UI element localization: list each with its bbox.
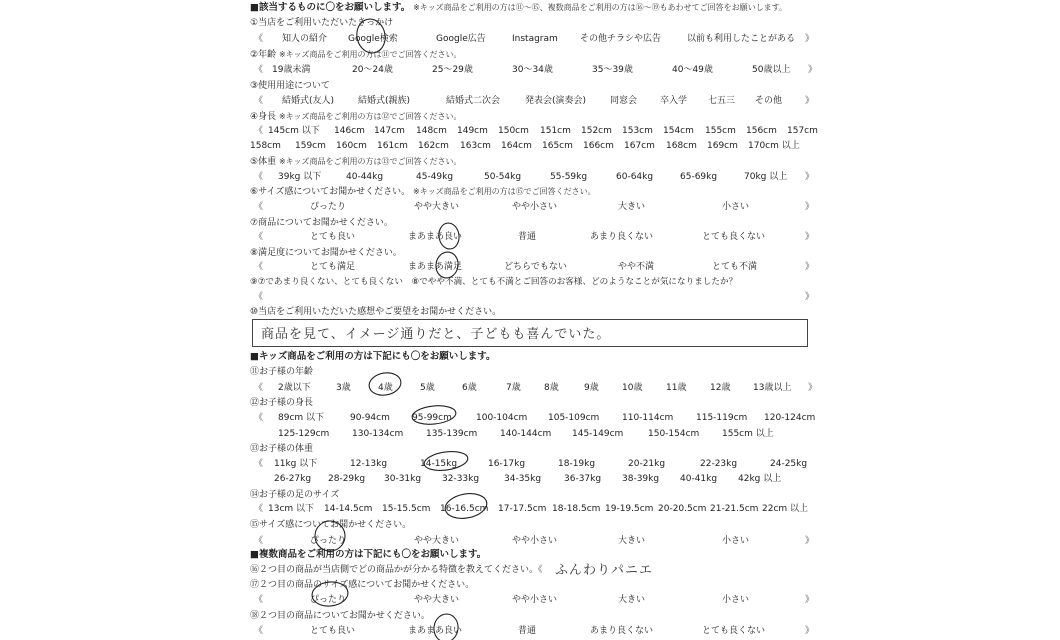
q5-option[interactable]: 55-59kg — [550, 172, 588, 182]
q3-option[interactable]: 結婚式(友人) — [282, 96, 335, 106]
q13-option[interactable]: 42kg 以上 — [738, 474, 782, 484]
q4-option[interactable]: 156cm — [746, 126, 777, 136]
q11-option[interactable]: 11歳 — [666, 383, 687, 393]
q5-label — [250, 156, 462, 168]
q3-option[interactable]: 七五三 — [708, 96, 736, 106]
bracket-open: 《 — [254, 595, 264, 605]
q6-option[interactable]: やや小さい — [512, 202, 558, 212]
q12-option[interactable]: 155cm 以上 — [722, 429, 774, 439]
q7-option[interactable]: まあまあ良い — [408, 232, 463, 242]
q5-option[interactable]: 39kg 以下 — [278, 172, 322, 182]
q17-option[interactable]: 小さい — [722, 595, 750, 605]
q4-option[interactable]: 170cm 以上 — [748, 141, 800, 151]
q18-option[interactable]: とても良くない — [702, 626, 766, 636]
q4-option[interactable]: 164cm — [501, 141, 532, 151]
q16-handwritten-answer: ふんわりパニエ — [555, 563, 654, 578]
q6-label — [250, 186, 596, 198]
q4-option[interactable]: 158cm — [250, 141, 281, 151]
q12-option[interactable]: 150-154cm — [648, 429, 700, 439]
bracket-close: 》 — [805, 292, 815, 302]
q4-option[interactable]: 166cm — [583, 141, 614, 151]
q2-title: ②年齢 — [250, 50, 277, 60]
bracket-open: 《 — [254, 232, 264, 242]
q13-option[interactable]: 38-39kg — [622, 474, 660, 484]
q5-title: ⑤体重 — [250, 157, 277, 167]
q6-title: ⑥サイズ感についてお聞かせください。 — [250, 187, 411, 197]
q16-label: ⑯２つ目の商品が当店側でどの商品かが分かる特徴を教えてください。《 — [250, 565, 543, 575]
q12-option[interactable]: 90-94cm — [350, 413, 390, 423]
q12-option[interactable]: 135-139cm — [426, 429, 478, 439]
q2-option[interactable]: 20～24歳 — [352, 65, 393, 75]
q13-option[interactable]: 20-21kg — [628, 459, 666, 469]
q4-option[interactable]: 150cm — [498, 126, 529, 136]
q3-option[interactable]: 発表会(演奏会) — [525, 96, 587, 106]
bracket-close: 》 — [805, 202, 815, 212]
q4-option[interactable]: 157cm — [787, 126, 818, 136]
bracket-close: 》 — [805, 232, 815, 242]
q15-option[interactable]: 小さい — [722, 536, 750, 546]
q8-option[interactable]: まあまあ満足 — [408, 262, 463, 272]
survey-form — [250, 0, 820, 640]
section-title-kids: ■キッズ商品をご利用の方は下記にも〇をお願いします。 — [250, 351, 496, 362]
q4-option[interactable]: 147cm — [374, 126, 405, 136]
section-title: ■該当するものに〇をお願いします。 — [250, 2, 411, 13]
section-title-multi: ■複数商品をご利用の方は下記にも〇をお願いします。 — [250, 549, 487, 560]
q4-option[interactable]: 153cm — [622, 126, 653, 136]
q4-option[interactable]: 167cm — [624, 141, 655, 151]
q2-option[interactable]: 19歳未満 — [272, 65, 311, 75]
q17-option[interactable]: ぴったり — [310, 595, 347, 605]
bracket-open: 《 — [254, 96, 264, 106]
q12-option[interactable]: 95-99cm — [412, 413, 452, 423]
bracket-close: 》 — [808, 65, 818, 75]
q12-label: ⑫お子様の身長 — [250, 398, 314, 408]
bracket-open: 《 — [254, 413, 264, 423]
q12-option[interactable]: 130-134cm — [352, 429, 404, 439]
bracket-open: 《 — [254, 126, 264, 136]
q14-option[interactable]: 21-21.5cm — [710, 504, 759, 514]
q11-option[interactable]: 9歳 — [584, 383, 599, 393]
q14-label: ⑭お子様の足のサイズ — [250, 490, 340, 500]
q7-option[interactable]: とても良くない — [702, 232, 766, 242]
bracket-close: 》 — [805, 34, 815, 44]
section-note: ※キッズ商品をご利用の方は⑪～⑮、複数商品をご利用の方は⑯～⑲もあわせてご回答をお願いします。 — [413, 3, 787, 12]
q13-option[interactable]: 18-19kg — [558, 459, 596, 469]
q5-option[interactable]: 40-44kg — [346, 172, 384, 182]
bracket-close: 》 — [805, 172, 815, 182]
q7-option[interactable]: あまり良くない — [590, 232, 654, 242]
q1-option[interactable]: 知人の紹介 — [282, 34, 328, 44]
q5-option[interactable]: 60-64kg — [616, 172, 654, 182]
q4-option[interactable]: 145cm 以下 — [268, 126, 320, 136]
q15-option[interactable]: ぴったり — [310, 536, 347, 546]
q4-option[interactable]: 160cm — [336, 141, 367, 151]
q11-option[interactable]: 7歳 — [506, 383, 521, 393]
q6-option[interactable]: 大きい — [618, 202, 646, 212]
q5-option[interactable]: 65-69kg — [680, 172, 718, 182]
q4-option[interactable]: 168cm — [666, 141, 697, 151]
q4-option[interactable]: 146cm — [334, 126, 365, 136]
q11-option[interactable]: 2歳以下 — [278, 383, 311, 393]
bracket-close: 》 — [805, 96, 815, 106]
q14-option[interactable]: 19-19.5cm — [605, 504, 654, 514]
q1-option[interactable]: 以前も利用したことがある — [687, 34, 796, 44]
q4-option[interactable]: 169cm — [707, 141, 738, 151]
q15-option[interactable]: 大きい — [618, 536, 646, 546]
q11-label: ⑪お子様の年齢 — [250, 367, 314, 377]
q13-option[interactable]: 24-25kg — [770, 459, 808, 469]
q11-option[interactable]: 3歳 — [336, 383, 351, 393]
q5-option[interactable]: 45-49kg — [416, 172, 454, 182]
q14-option[interactable]: 15-15.5cm — [382, 504, 431, 514]
q12-option[interactable]: 140-144cm — [500, 429, 552, 439]
bracket-close: 》 — [805, 536, 815, 546]
q13-option[interactable]: 32-33kg — [442, 474, 480, 484]
q3-option[interactable]: その他 — [755, 96, 783, 106]
q4-label — [250, 111, 462, 123]
q15-label: ⑮サイズ感についてお聞かせください。 — [250, 520, 412, 530]
q2-option[interactable]: 40～49歳 — [672, 65, 713, 75]
q11-option[interactable]: 10歳 — [622, 383, 643, 393]
q9-label: ⑨⑦であまり良くない、とても良くない ⑧でやや不満、とても不満とご回答のお客様、どのようなことが気になりましたか？ — [250, 277, 738, 287]
q13-option[interactable]: 36-37kg — [564, 474, 602, 484]
q2-option[interactable]: 50歳以上 — [752, 65, 791, 75]
q4-option[interactable]: 163cm — [460, 141, 491, 151]
q3-option[interactable]: 同窓会 — [610, 96, 638, 106]
bracket-open: 《 — [254, 65, 264, 75]
q8-label: ⑧満足度についてお聞かせください。 — [250, 248, 402, 258]
q3-option[interactable]: 結婚式(親族) — [358, 96, 411, 106]
q2-note: ※キッズ商品をご利用の方は⑪でご回答ください。 — [278, 50, 462, 59]
q13-option[interactable]: 30-31kg — [384, 474, 422, 484]
q18-option[interactable]: とても良い — [310, 626, 356, 636]
q2-option[interactable]: 35～39歳 — [592, 65, 633, 75]
q4-option[interactable]: 149cm — [457, 126, 488, 136]
q13-option[interactable]: 16-17kg — [488, 459, 526, 469]
q11-option[interactable]: 6歳 — [462, 383, 477, 393]
q4-option[interactable]: 152cm — [581, 126, 612, 136]
q14-option[interactable]: 14-14.5cm — [324, 504, 373, 514]
bracket-close: 》 — [808, 383, 818, 393]
q5-note: ※キッズ商品をご利用の方は⑬でご回答ください。 — [278, 157, 462, 166]
q11-option[interactable]: 5歳 — [420, 383, 435, 393]
q13-option[interactable]: 26-27kg — [274, 474, 312, 484]
q13-option[interactable]: 12-13kg — [350, 459, 388, 469]
q12-option[interactable]: 125-129cm — [278, 429, 330, 439]
q4-option[interactable]: 155cm — [705, 126, 736, 136]
q4-note: ※キッズ商品をご利用の方は⑫でご回答ください。 — [278, 112, 462, 121]
q4-option[interactable]: 162cm — [418, 141, 449, 151]
q1-option[interactable]: その他チラシや広告 — [580, 34, 662, 44]
q18-option[interactable]: 普通 — [518, 626, 537, 636]
q1-label: ①当店をご利用いただいたきっかけ — [250, 18, 394, 28]
q14-option[interactable]: 18-18.5cm — [552, 504, 601, 514]
q12-option[interactable]: 115-119cm — [696, 413, 748, 423]
q5-option[interactable]: 70kg 以上 — [744, 172, 788, 182]
bracket-open: 《 — [254, 383, 264, 393]
q13-option[interactable]: 28-29kg — [328, 474, 366, 484]
section-header-1 — [250, 2, 787, 14]
q8-option[interactable]: どちらでもない — [504, 262, 567, 272]
q13-option[interactable]: 40-41kg — [680, 474, 718, 484]
q14-option[interactable]: 22cm 以上 — [762, 504, 809, 514]
q11-option[interactable]: 13歳以上 — [753, 383, 792, 393]
bracket-open: 《 — [254, 172, 264, 182]
q11-option[interactable]: 12歳 — [710, 383, 731, 393]
q13-option[interactable]: 34-35kg — [504, 474, 542, 484]
bracket-close: 》 — [805, 595, 815, 605]
q10-handwritten-answer: 商品を見て、イメージ通りだと、子どもも喜んでいた。 — [261, 327, 611, 342]
q18-option[interactable]: あまり良くない — [590, 626, 654, 636]
q13-option[interactable]: 22-23kg — [700, 459, 738, 469]
q14-option[interactable]: 20-20.5cm — [658, 504, 707, 514]
q7-label: ⑦商品についてお聞かせください。 — [250, 218, 393, 228]
q10-answer-box[interactable] — [252, 319, 808, 347]
q13-label: ⑬お子様の体重 — [250, 444, 314, 454]
bracket-open: 《 — [254, 292, 264, 302]
bracket-open: 《 — [254, 262, 264, 272]
q12-option[interactable]: 145-149cm — [572, 429, 624, 439]
q3-label: ③使用用途について — [250, 81, 330, 91]
q12-option[interactable]: 120-124cm — [764, 413, 816, 423]
q7-option[interactable]: とても良い — [310, 232, 356, 242]
q14-option[interactable]: 13cm 以下 — [268, 504, 315, 514]
q17-option[interactable]: やや小さい — [512, 595, 558, 605]
q6-note: ※キッズ商品をご利用の方は⑮でご回答ください。 — [413, 187, 596, 196]
bracket-close: 》 — [805, 626, 815, 636]
q6-option[interactable]: 小さい — [722, 202, 750, 212]
q3-option[interactable]: 卒入学 — [660, 96, 688, 106]
q2-option[interactable]: 30～34歳 — [512, 65, 553, 75]
bracket-open: 《 — [254, 202, 264, 212]
q10-label: ⑩当店をご利用いただいた感想やご要望をお聞かせください。 — [250, 307, 502, 317]
q13-option[interactable]: 14-15kg — [420, 459, 458, 469]
q15-option[interactable]: やや大きい — [414, 536, 460, 546]
q17-label: ⑰２つ目の商品のサイズ感についてお聞かせください。 — [250, 580, 475, 590]
q18-label: ⑱２つ目の商品についてお聞かせください。 — [250, 611, 430, 621]
q6-option[interactable]: ぴったり — [310, 202, 347, 212]
q11-option[interactable]: 4歳 — [378, 383, 393, 393]
bracket-open: 《 — [254, 459, 264, 469]
q4-option[interactable]: 151cm — [540, 126, 571, 136]
q12-option[interactable]: 100-104cm — [476, 413, 528, 423]
q2-option[interactable]: 25～29歳 — [432, 65, 473, 75]
q7-option[interactable]: 普通 — [518, 232, 537, 242]
q17-option[interactable]: 大きい — [618, 595, 646, 605]
q6-option[interactable]: やや大きい — [414, 202, 460, 212]
q12-option[interactable]: 89cm 以下 — [278, 413, 325, 423]
bracket-open: 《 — [254, 34, 264, 44]
q8-option[interactable]: やや不満 — [618, 262, 655, 272]
q1-option[interactable]: Google広告 — [436, 34, 486, 44]
q14-option[interactable]: 16-16.5cm — [440, 504, 489, 514]
q11-option[interactable]: 8歳 — [544, 383, 559, 393]
q12-option[interactable]: 105-109cm — [548, 413, 600, 423]
bracket-open: 《 — [254, 536, 264, 546]
q3-option[interactable]: 結婚式二次会 — [446, 96, 501, 106]
q1-option[interactable]: Google検索 — [348, 34, 398, 44]
bracket-close: 》 — [805, 262, 815, 272]
q15-option[interactable]: やや小さい — [512, 536, 558, 546]
q8-option[interactable]: とても満足 — [310, 262, 356, 272]
q12-option[interactable]: 110-114cm — [622, 413, 674, 423]
q13-option[interactable]: 11kg 以下 — [274, 459, 318, 469]
q4-option[interactable]: 161cm — [377, 141, 408, 151]
bracket-open: 《 — [254, 504, 264, 514]
q4-option[interactable]: 159cm — [295, 141, 326, 151]
q17-option[interactable]: やや大きい — [414, 595, 460, 605]
q5-option[interactable]: 50-54kg — [484, 172, 522, 182]
q8-option[interactable]: とても不満 — [712, 262, 758, 272]
bracket-open: 《 — [254, 626, 264, 636]
q2-label — [250, 49, 462, 61]
q4-option[interactable]: 148cm — [416, 126, 447, 136]
q1-option[interactable]: Instagram — [512, 34, 558, 44]
q4-option[interactable]: 154cm — [663, 126, 694, 136]
q4-title: ④身長 — [250, 112, 277, 122]
q18-option[interactable]: まあまあ良い — [408, 626, 463, 636]
q4-option[interactable]: 165cm — [542, 141, 573, 151]
q14-option[interactable]: 17-17.5cm — [498, 504, 547, 514]
